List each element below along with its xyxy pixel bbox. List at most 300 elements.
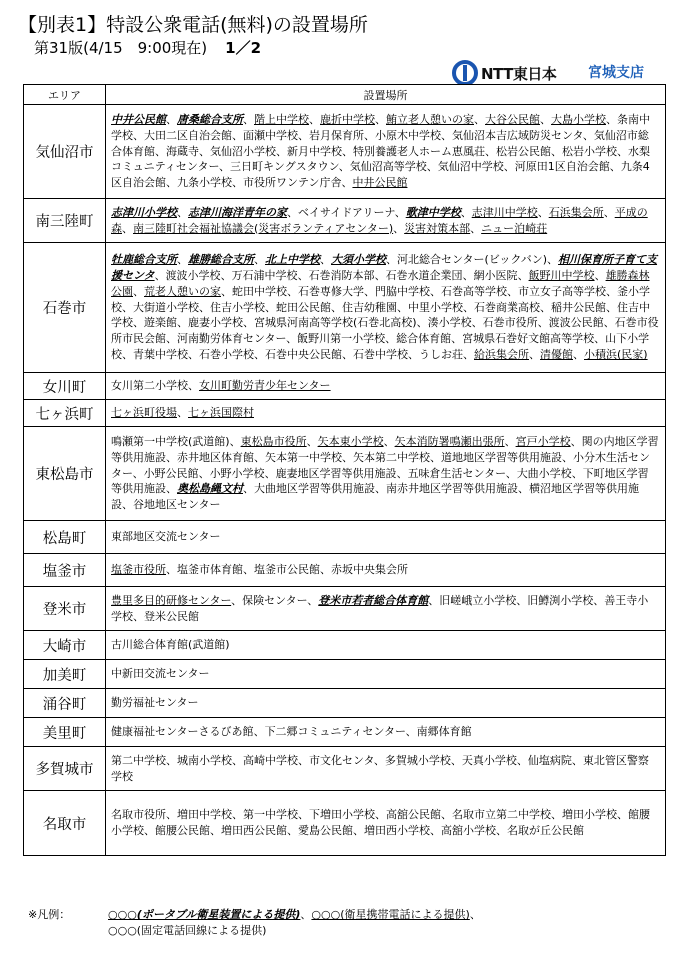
- item-separator: 、: [474, 113, 485, 126]
- place-item: 特別養護老人ホーム恵風荘: [353, 144, 485, 158]
- place-item: 渡波公民館: [548, 316, 604, 330]
- place-item: 勤労福祉センター: [111, 696, 199, 710]
- place-item: 女川町勤労青少年センター: [199, 379, 331, 393]
- item-separator: 、: [307, 593, 319, 607]
- item-separator: 、: [503, 160, 515, 174]
- place-item: 九条小学校: [177, 176, 232, 190]
- place-item: 稲井公民館: [551, 300, 606, 314]
- ntt-logo-icon: [452, 60, 478, 86]
- area-cell: 七ヶ浜町: [24, 400, 106, 427]
- place-item: 名取市役所: [111, 808, 166, 822]
- place-item: 松岩小学校: [562, 144, 617, 158]
- place-item: 増田小学校: [562, 808, 617, 822]
- place-item: 塩釜市公民館: [254, 563, 320, 577]
- item-separator: 、: [286, 332, 298, 346]
- item-separator: 、: [430, 284, 441, 298]
- place-item: 石巻商業高校: [474, 300, 540, 314]
- item-separator: 、: [198, 466, 210, 480]
- item-separator: 、: [451, 332, 463, 346]
- place-item: 保険センター: [242, 593, 308, 607]
- place-item: 石巻水道企業団: [385, 269, 463, 282]
- item-separator: 、: [516, 593, 528, 607]
- place-item: 河原田1区自治会館: [514, 160, 610, 174]
- place-item: 高舘公民館: [386, 808, 441, 822]
- place-item: 道地地区学習等供用施設: [441, 450, 562, 464]
- place-item: 大須小学校: [331, 253, 386, 267]
- page-title: 【別表1】特設公衆電話(無料)の設置場所: [18, 14, 368, 36]
- item-separator: 、: [397, 300, 408, 314]
- place-item: 南郷体育館: [416, 725, 472, 739]
- table-row: [24, 105, 666, 199]
- area-cell: 松島町: [24, 521, 106, 554]
- place-item: 塩釜市役所: [111, 563, 166, 577]
- place-item: 新月中学校: [287, 144, 342, 158]
- places-cell: [106, 689, 666, 718]
- item-separator: 、: [430, 824, 441, 837]
- place-item: 大曲地区学習等供用施設: [254, 482, 375, 496]
- legend-fixed: ○○○(固定電話回線による提供): [108, 924, 267, 937]
- locations-table: [23, 84, 666, 856]
- area-column-header: エリア: [24, 85, 106, 105]
- place-item: 志津川中学校: [471, 205, 538, 219]
- place-item: 大田二区自治会館: [144, 128, 232, 142]
- item-separator: 、: [460, 205, 472, 219]
- place-item: 奥松島縄文村: [177, 482, 243, 496]
- place-item: 横沼地区学習等供用施設: [111, 482, 639, 512]
- place-item: 清優館: [540, 347, 573, 361]
- place-item: 飯野川中学校: [528, 269, 595, 282]
- place-item: 東北管区警察学校: [111, 753, 649, 783]
- place-item: 市役所ワンテン庁舎: [243, 176, 342, 190]
- place-item: 気仙沼中学校: [437, 160, 504, 174]
- item-separator: 、: [320, 563, 331, 577]
- place-item: 旧鱒渕小学校: [527, 593, 594, 607]
- place-item: 石巻市役所: [482, 316, 538, 330]
- item-separator: 、: [547, 253, 559, 267]
- place-item: 北上中学校: [265, 253, 320, 267]
- place-item: 小原木中学校: [375, 128, 441, 142]
- place-item: 中里小学校: [408, 300, 463, 314]
- table-row: [24, 631, 666, 660]
- item-separator: 、: [386, 253, 397, 267]
- legend-mobile: ○○○(衛星携帯電話による提供): [311, 908, 470, 921]
- table-header-row: [24, 85, 666, 105]
- item-separator: 、: [385, 332, 397, 346]
- place-item: 豊里多目的研修センター: [111, 593, 232, 607]
- place-item: 高舘小学校: [441, 824, 496, 837]
- place-item: 南赤井地区学習等供用施設: [386, 482, 518, 496]
- item-separator: 、: [264, 466, 276, 480]
- place-item: 愛島公民館: [298, 824, 353, 837]
- item-separator: 、: [507, 284, 518, 298]
- legend-separator: 、: [469, 908, 481, 921]
- brand-name: NTT東日本: [481, 64, 557, 83]
- item-separator: 、: [396, 466, 408, 480]
- place-item: 海蔵寺: [166, 144, 199, 158]
- table-row: [24, 718, 666, 747]
- item-separator: 、: [551, 808, 562, 822]
- item-separator: 、: [155, 144, 166, 158]
- item-separator: 、: [243, 482, 254, 496]
- item-separator: 、: [374, 269, 386, 282]
- item-separator: 、: [505, 466, 517, 480]
- place-item: 名取が丘公民館: [507, 824, 584, 837]
- item-separator: 、: [430, 450, 441, 464]
- place-item: 大街道小学校: [133, 300, 199, 314]
- place-item: 石巻専修大学: [298, 284, 364, 298]
- item-separator: 、: [571, 466, 583, 480]
- places-cell: [106, 199, 666, 243]
- place-item: 階上中学校: [254, 113, 309, 126]
- item-separator: 、: [243, 113, 254, 126]
- place-item: 石巻消防本部: [308, 269, 375, 282]
- item-separator: 、: [582, 128, 594, 142]
- table-row: [24, 199, 666, 243]
- places-cell: [106, 400, 666, 427]
- table-row: [24, 554, 666, 587]
- item-separator: 、: [298, 753, 309, 767]
- place-item: うしお荘: [419, 347, 463, 361]
- item-separator: 、: [229, 435, 241, 448]
- item-separator: 、: [383, 435, 395, 448]
- item-separator: 、: [254, 450, 265, 464]
- table-row: [24, 660, 666, 689]
- place-item: 南三陸町社会福祉協議会(災害ボランティアセンター): [133, 221, 394, 235]
- place-item: 遊楽館: [144, 316, 177, 330]
- area-cell: 女川町: [24, 373, 106, 400]
- item-separator: 、: [166, 482, 177, 496]
- item-separator: 、: [306, 435, 318, 448]
- item-separator: 、: [297, 269, 309, 282]
- item-separator: 、: [298, 128, 309, 142]
- place-item: 市立女子高等学校: [518, 284, 606, 298]
- item-separator: 、: [428, 593, 440, 607]
- item-separator: 、: [122, 498, 133, 512]
- legend: [28, 907, 481, 939]
- item-separator: 、: [232, 808, 243, 822]
- place-item: 谷地地区センター: [133, 498, 221, 512]
- place-item: 松岩公民館: [496, 144, 551, 158]
- places-cell: [106, 373, 666, 400]
- place-item: 大谷公民館: [485, 113, 540, 126]
- places-cell: [106, 660, 666, 689]
- item-separator: 、: [154, 269, 166, 282]
- item-separator: 、: [210, 824, 221, 837]
- place-item: 鹿折中学校: [320, 113, 375, 126]
- area-cell: 涌谷町: [24, 689, 106, 718]
- places-cell: [106, 631, 666, 660]
- place-item: 中井公民館: [111, 113, 166, 126]
- place-item: 矢本消防署鳴瀬出張所: [394, 435, 505, 448]
- place-item: 善王寺小学校: [111, 593, 649, 623]
- item-separator: 、: [177, 253, 188, 267]
- places-cell: [106, 243, 666, 373]
- item-separator: 、: [265, 300, 276, 314]
- table-row: [24, 373, 666, 400]
- item-separator: 、: [342, 347, 353, 361]
- place-item: 蛇田公民館: [276, 300, 331, 314]
- place-item: 歌津中学校: [405, 205, 461, 219]
- place-item: 登米公民館: [144, 609, 199, 623]
- item-separator: 、: [529, 347, 540, 361]
- place-item: 女川第二小学校: [111, 379, 188, 393]
- table-row: [24, 400, 666, 427]
- item-separator: 、: [188, 379, 199, 393]
- item-separator: 、: [470, 221, 482, 235]
- item-separator: 、: [166, 113, 177, 126]
- item-separator: 、: [471, 316, 483, 330]
- item-separator: 、: [606, 113, 617, 126]
- area-cell: 美里町: [24, 718, 106, 747]
- item-separator: 、: [199, 144, 210, 158]
- table-row: [24, 747, 666, 791]
- place-item: 鹿妻小学校: [188, 316, 243, 330]
- item-separator: 、: [287, 205, 298, 219]
- page-number: 1／2: [225, 39, 262, 57]
- place-item: 増田西小学校: [364, 824, 430, 837]
- item-separator: 、: [232, 753, 243, 767]
- table-row: [24, 791, 666, 856]
- item-separator: 、: [188, 347, 199, 361]
- item-separator: 、: [603, 205, 615, 219]
- places-cell: [106, 747, 666, 791]
- item-separator: 、: [571, 753, 583, 767]
- place-item: 渡波小学校: [165, 269, 221, 282]
- item-separator: 、: [122, 221, 133, 235]
- item-separator: 、: [375, 808, 386, 822]
- item-separator: 、: [133, 128, 144, 142]
- item-separator: 、: [166, 176, 177, 190]
- legend-label: ※凡例：: [28, 908, 71, 921]
- item-separator: 、: [133, 609, 144, 623]
- places-cell: [106, 587, 666, 631]
- place-item: 水梨コミュニティセンター: [111, 144, 650, 174]
- item-separator: 、: [594, 332, 606, 346]
- place-item: 矢本第一中学校: [265, 450, 342, 464]
- item-separator: 、: [617, 144, 628, 158]
- place-item: 給浜集会所: [474, 347, 529, 361]
- place-item: 大曲小学校: [516, 466, 572, 480]
- item-separator: 、: [375, 113, 386, 126]
- place-item: 鮪立老人憩いの家: [386, 113, 474, 126]
- area-cell: 大崎市: [24, 631, 106, 660]
- item-separator: 、: [177, 205, 188, 219]
- place-item: 館腰公民館: [155, 824, 210, 837]
- legend-satellite: ○○○(ポータブル衛星装置による提供): [108, 908, 301, 921]
- item-separator: 、: [231, 593, 243, 607]
- place-item: 名取市立第二中学校: [452, 808, 551, 822]
- places-cell: [106, 554, 666, 587]
- place-item: 門脇中学校: [375, 284, 430, 298]
- item-separator: 、: [254, 347, 265, 361]
- place-item: 住吉中学校: [111, 300, 650, 330]
- place-item: 仙塩病院: [527, 753, 572, 767]
- item-separator: 、: [122, 347, 133, 361]
- item-separator: 、: [220, 269, 232, 282]
- item-separator: 、: [287, 824, 298, 837]
- area-cell: 塩釜市: [24, 554, 106, 587]
- item-separator: 、: [463, 300, 474, 314]
- place-item: 小積浜(民家): [584, 347, 648, 361]
- item-separator: 、: [562, 450, 573, 464]
- place-item: 湊小学校: [427, 316, 472, 330]
- item-separator: 、: [133, 284, 144, 298]
- item-separator: 、: [132, 466, 144, 480]
- place-item: 旧嵯峨立小学校: [439, 593, 517, 607]
- item-separator: 、: [405, 725, 417, 739]
- place-item: 下増田小学校: [309, 808, 375, 822]
- places-cell: [106, 427, 666, 521]
- item-separator: 、: [243, 316, 254, 330]
- place-item: 鳴瀬第一中学校(武道館): [111, 435, 230, 448]
- item-separator: 、: [177, 406, 188, 420]
- place-item: 鹿妻地区学習等供用施設: [275, 466, 397, 480]
- item-separator: 、: [570, 435, 582, 448]
- place-item: 館腰小学校: [111, 808, 650, 837]
- place-item: 気仙沼本吉広域防災センタ: [452, 128, 583, 142]
- item-separator: 、: [338, 160, 350, 174]
- place-item: 気仙沼高等学校: [349, 160, 427, 174]
- item-separator: 、: [450, 753, 462, 767]
- item-separator: 、: [221, 284, 232, 298]
- item-separator: 、: [551, 144, 562, 158]
- place-item: 河北総合センター(ビックバン): [397, 253, 548, 267]
- table-row: [24, 427, 666, 521]
- place-item: 五味倉生活センター: [407, 466, 506, 480]
- item-separator: 、: [320, 253, 331, 267]
- item-separator: 、: [166, 332, 177, 346]
- table-row: [24, 587, 666, 631]
- place-item: 九条4区自治会館: [111, 160, 650, 190]
- place-item: 七ヶ浜町役場: [111, 406, 177, 420]
- place-item: 七ヶ浜国際村: [188, 406, 254, 420]
- edition-line: [34, 37, 261, 58]
- table-row: [24, 689, 666, 718]
- place-item: 矢本東小学校: [317, 435, 384, 448]
- place-item: 天真小学校: [461, 753, 517, 767]
- item-separator: 、: [342, 450, 353, 464]
- area-cell: 登米市: [24, 587, 106, 631]
- place-item: 志津川小学校: [111, 205, 177, 219]
- place-item: 住吉小学校: [210, 300, 265, 314]
- item-separator: 、: [373, 753, 385, 767]
- item-separator: 、: [232, 128, 243, 142]
- legend-line-1: [28, 907, 481, 923]
- item-separator: 、: [287, 284, 298, 298]
- place-item: 石巻小学校: [199, 347, 254, 361]
- place-item: 城南小学校: [177, 753, 232, 767]
- item-separator: 、: [463, 347, 474, 361]
- item-separator: 、: [393, 221, 405, 235]
- item-separator: 、: [219, 160, 231, 174]
- place-item: 釜小学校: [111, 284, 650, 314]
- place-item: 多賀城小学校: [384, 753, 451, 767]
- place-item: 気仙沼市総合体育館: [111, 128, 649, 158]
- place-item: 災害対策本部: [404, 221, 471, 235]
- place-item: 下町地区学習等供用施設: [111, 466, 649, 496]
- place-item: 宮城県河南高等学校(石巻北高校): [254, 316, 417, 330]
- place-item: 東松島市役所: [240, 435, 307, 448]
- place-item: 志津川海洋青年の家: [188, 205, 287, 219]
- place-item: 古川総合体育館(武道館): [111, 638, 230, 652]
- place-item: 石巻中学校: [353, 347, 408, 361]
- item-separator: 、: [331, 300, 342, 314]
- item-separator: 、: [593, 593, 605, 607]
- item-separator: 、: [573, 347, 584, 361]
- place-item: 石浜集会所: [548, 205, 604, 219]
- place-item: 面瀬中学校: [243, 128, 298, 142]
- item-separator: 、: [364, 128, 375, 142]
- item-separator: 、: [342, 144, 353, 158]
- place-item: 条南中学校: [111, 113, 650, 142]
- place-item: 牡鹿総合支所: [111, 253, 177, 267]
- item-separator: 、: [496, 824, 507, 837]
- place-item: 平成の森: [111, 205, 648, 235]
- place-item: 増田中学校: [177, 808, 232, 822]
- branch-name: 宮城支店: [588, 65, 644, 81]
- item-separator: 、: [485, 144, 496, 158]
- place-item: 高崎中学校: [243, 753, 298, 767]
- place-item: 万石浦中学校: [231, 269, 298, 282]
- item-separator: 、: [341, 176, 353, 190]
- area-cell: 気仙沼市: [24, 105, 106, 199]
- item-separator: 、: [606, 284, 617, 298]
- item-separator: 、: [243, 563, 254, 577]
- area-cell: 東松島市: [24, 427, 106, 521]
- item-separator: 、: [603, 316, 615, 330]
- table-row: [24, 243, 666, 373]
- item-separator: 、: [364, 284, 375, 298]
- place-item: 石巻中央公民館: [265, 347, 342, 361]
- place-item: 気仙沼小学校: [210, 144, 276, 158]
- place-item: 第一中学校: [243, 808, 298, 822]
- place-item: 三日町キングスタウン: [230, 160, 339, 174]
- place-item: 宮戸小学校: [515, 435, 571, 448]
- item-separator: 、: [609, 160, 621, 174]
- place-item: 荒老人憩いの家: [144, 284, 221, 298]
- place-item: 河南勤労体育センター: [177, 332, 287, 346]
- item-separator: 、: [177, 316, 188, 330]
- item-separator: 、: [253, 725, 265, 739]
- place-item: 増田西公民館: [221, 824, 287, 837]
- item-separator: 、: [416, 316, 428, 330]
- item-separator: 、: [133, 316, 144, 330]
- place-item: 健康福祉センターさるびあ館: [111, 725, 254, 739]
- places-cell: [106, 791, 666, 856]
- item-separator: 、: [517, 269, 529, 282]
- places-column-header: 設置場所: [106, 85, 666, 105]
- item-separator: 、: [298, 808, 309, 822]
- place-item: 登米市若者総合体育館: [318, 593, 429, 607]
- places-cell: [106, 105, 666, 199]
- item-separator: 、: [394, 205, 406, 219]
- place-item: 青葉中学校: [133, 347, 188, 361]
- place-item: ベイサイドアリーナ: [298, 205, 395, 219]
- area-cell: 名取市: [24, 791, 106, 856]
- item-separator: 、: [309, 113, 320, 126]
- area-cell: 加美町: [24, 660, 106, 689]
- place-item: 石巻市役所市民会館: [111, 316, 659, 346]
- place-item: 相川保育所子育て支援センタ: [111, 253, 658, 282]
- place-item: 石巻高等学校: [441, 284, 507, 298]
- place-item: 大島小学校: [551, 113, 606, 126]
- places-cell: [106, 718, 666, 747]
- place-item: 岩月保育所: [309, 128, 364, 142]
- place-item: 網小医院: [473, 269, 518, 282]
- item-separator: 、: [166, 450, 177, 464]
- place-item: 赤井地区体育館: [177, 450, 254, 464]
- place-item: 小野公民館: [143, 466, 199, 480]
